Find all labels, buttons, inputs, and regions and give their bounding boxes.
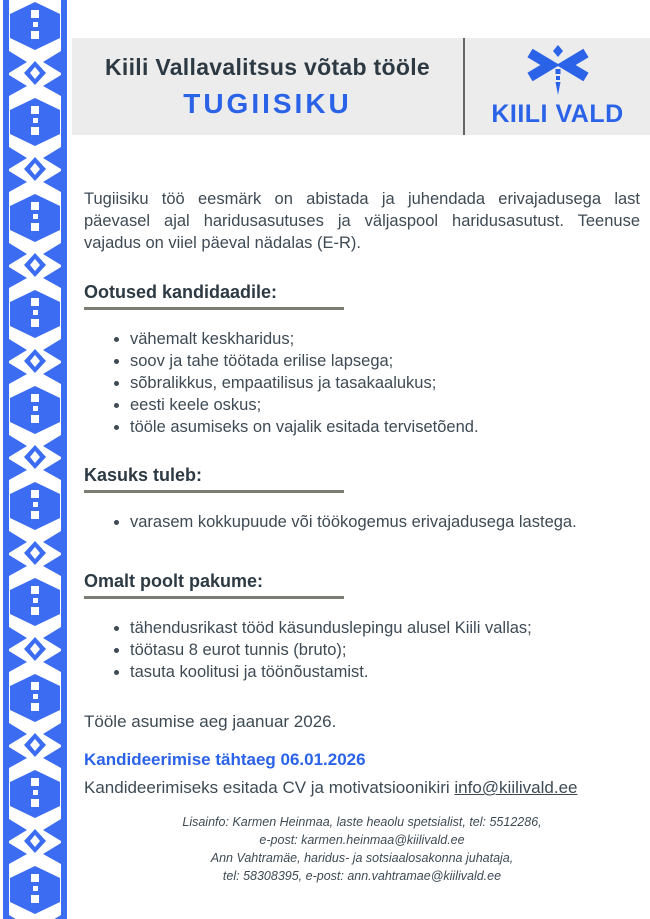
contact-info-line: Lisainfo: Karmen Heinmaa, laste heaolu spetsialist, tel: 5512286, xyxy=(182,815,542,829)
start-date-line: Tööle asumise aeg jaanuar 2026. xyxy=(84,712,337,731)
header-title-block xyxy=(72,38,463,135)
section-heading-offer: Omalt poolt pakume: xyxy=(84,571,344,599)
kiili-vald-logo-icon xyxy=(516,45,600,97)
offer-list xyxy=(84,617,640,683)
application-instructions-text: Kandideerimiseks esitada CV ja motivatsioonikiri xyxy=(84,778,455,797)
application-email-link[interactable]: info@kiilivald.ee xyxy=(454,778,578,797)
estonian-pattern-border-icon xyxy=(0,0,70,919)
application-deadline: Kandideerimise tähtaeg 06.01.2026 xyxy=(84,750,366,769)
advantages-list xyxy=(84,511,640,533)
list-item: • soov ja tahe töötada erilise lapsega; xyxy=(130,350,640,372)
position-title: TUGIISIKU xyxy=(183,87,352,119)
folk-pattern-svg xyxy=(0,0,70,919)
list-item: • sõbralikkus, empaatilisus ja tasakaalukus; xyxy=(130,372,640,394)
list-item: • tööle asumiseks on vajalik esitada tervisetõend. xyxy=(130,416,640,438)
list-item: • tähendusrikast tööd käsunduslepingu alusel Kiili vallas; xyxy=(130,617,640,639)
contact-info-line: e-post: karmen.heinmaa@kiilivald.ee xyxy=(259,833,465,847)
section-expectations xyxy=(84,254,640,438)
list-item: • varasem kokkupuude või töökogemus erivajadusega lastega. xyxy=(130,511,640,533)
logo-wordmark: KIILI VALD xyxy=(491,99,624,128)
section-offer xyxy=(84,533,640,683)
contact-info-line: tel: 58308395, e-post: ann.vahtramae@kiilivald.ee xyxy=(222,869,502,883)
section-heading-expectations: Ootused kandidaadile: xyxy=(84,282,344,310)
main-column xyxy=(70,0,650,919)
list-item: • töötasu 8 eurot tunnis (bruto); xyxy=(130,639,640,661)
employer-title: Kiili Vallavalitsus võtab tööle xyxy=(104,53,430,80)
body-column xyxy=(84,188,640,885)
list-item: • vähemalt keskharidus; xyxy=(130,328,640,350)
list-item: • tasuta koolitusi ja töönõustamist. xyxy=(130,661,640,683)
section-advantages xyxy=(84,438,640,533)
header-banner xyxy=(72,38,650,135)
list-item: • eesti keele oskus; xyxy=(130,394,640,416)
section-heading-advantages: Kasuks tuleb: xyxy=(84,465,344,493)
expectations-list xyxy=(84,328,640,438)
logo-block xyxy=(465,38,650,135)
application-instructions xyxy=(84,776,640,800)
intro-paragraph: Tugiisiku töö eesmärk on abistada ja juhendada erivajadusega last päevasel ajal haridusasutuses ja väljaspool haridusasutust. Teenuse vajadus on viiel päeval nädalas (E-R). xyxy=(84,190,640,252)
contact-info xyxy=(84,813,640,885)
contact-info-line: Ann Vahtramäe, haridus- ja sotsiaalosakonna juhataja, xyxy=(210,851,514,865)
